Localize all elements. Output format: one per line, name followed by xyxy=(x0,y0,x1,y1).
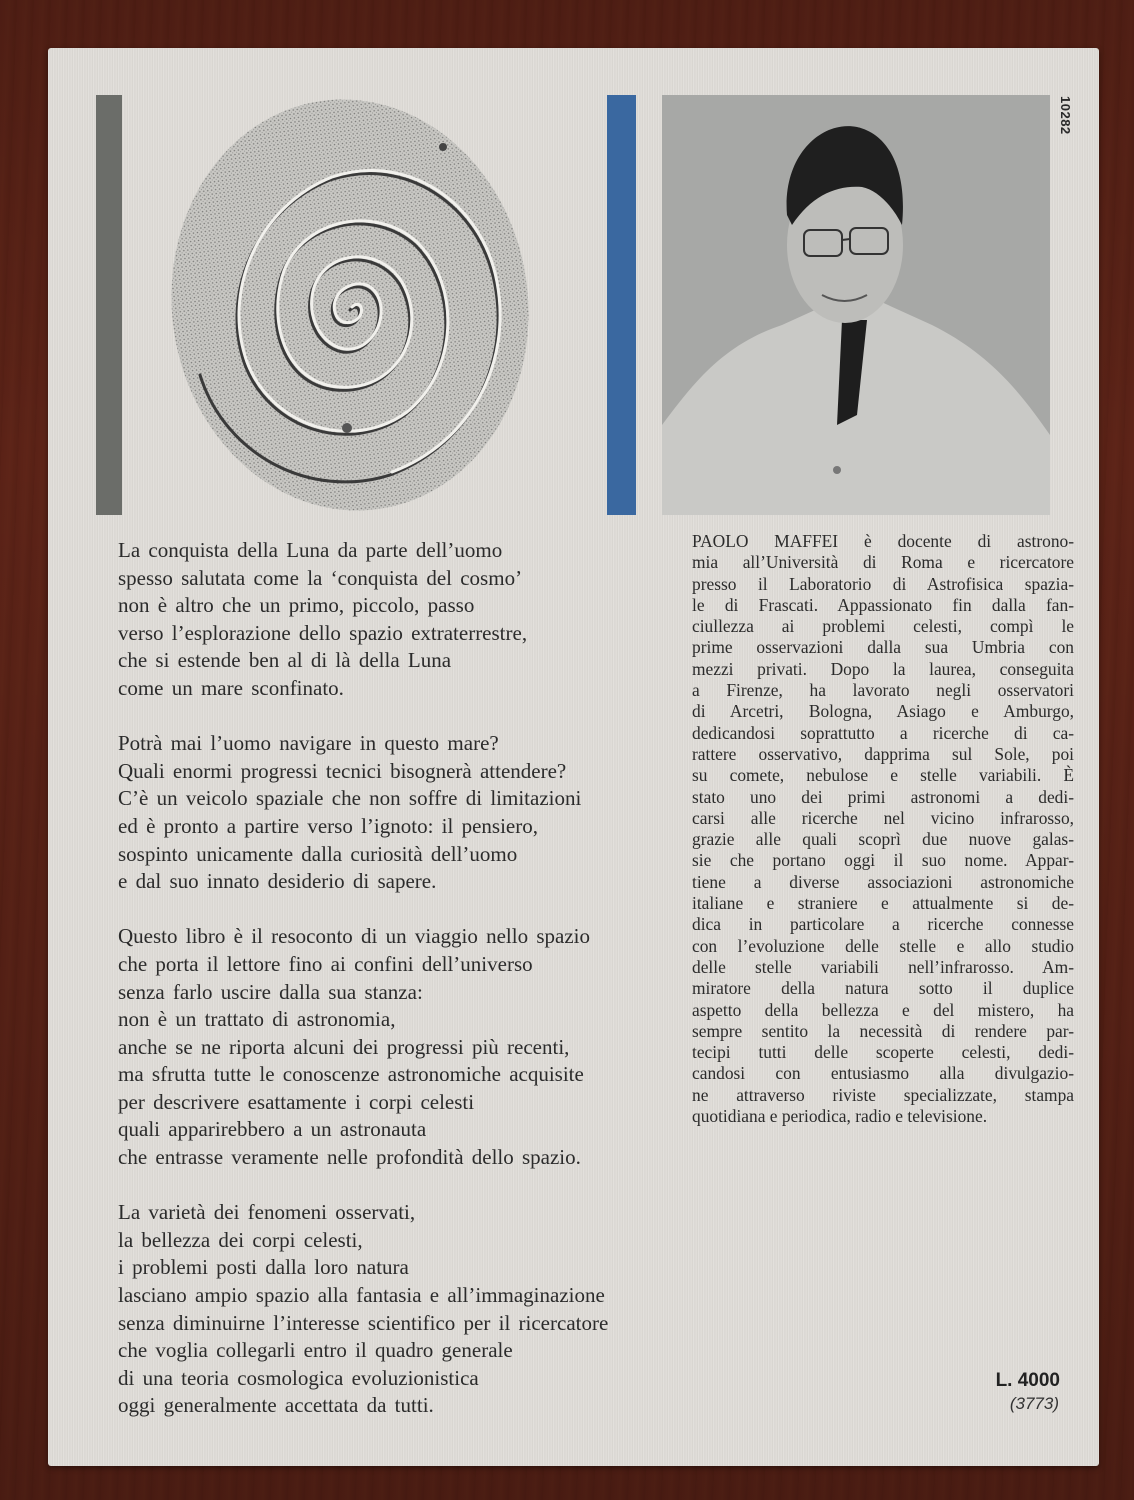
price-code: (3773) xyxy=(1009,1394,1059,1413)
blurb-line: i problemi posti dalla loro natura xyxy=(118,1255,409,1280)
blurb-line: non è un trattato di astronomia, xyxy=(118,1007,396,1032)
blurb-line: per descrivere esattamente i corpi celesti xyxy=(118,1089,475,1114)
author-bio xyxy=(692,531,1074,1127)
blurb-line: che si estende ben al di là della Luna xyxy=(118,648,452,673)
bio-line: su comete, nebulose e stelle variabili. È xyxy=(692,765,1074,786)
blurb-line: oggi generalmente accettata da tutti. xyxy=(118,1393,434,1418)
blurb-line: spesso salutata come la ‘conquista del cosmo’ xyxy=(118,565,523,590)
blurb-line: La varietà dei fenomeni osservati, xyxy=(118,1200,416,1225)
blurb-line: senza diminuirne l’interesse scientifico per il ricercatore xyxy=(118,1310,609,1335)
blurb-line: di una teoria cosmologica evoluzionistica xyxy=(118,1365,479,1390)
bio-line: candosi con entusiasmo alla divulgazio- xyxy=(692,1063,1074,1084)
bio-line: di Arcetri, Bologna, Asiago e Amburgo, xyxy=(692,701,1074,722)
blurb-line: senza farlo uscire dalla sua stanza: xyxy=(118,979,423,1004)
blurb-paragraph xyxy=(118,537,678,703)
blue-accent-bar xyxy=(607,95,636,515)
bio-line: quotidiana e periodica, radio e televisione. xyxy=(692,1106,988,1127)
bio-line: rattere osservativo, dapprima sul Sole, poi xyxy=(692,743,1074,764)
blurb-line: la bellezza dei corpi celesti, xyxy=(118,1227,363,1252)
blurb-line: sospinto unicamente dalla curiosità dell’uomo xyxy=(118,841,518,866)
bio-line: mia all’Università di Roma e ricercatore xyxy=(692,552,1074,573)
blurb-paragraph xyxy=(118,1199,678,1420)
bio-line: ne attraverso riviste specializzate, stampa xyxy=(692,1084,1074,1105)
bio-line: sempre sentito la necessità di rendere par- xyxy=(692,1020,1074,1041)
blurb-line: La conquista della Luna da parte dell’uomo xyxy=(118,538,503,562)
spiral-galaxy-image xyxy=(160,95,540,515)
bio-line: sie che portano oggi il suo nome. Appar- xyxy=(692,850,1074,871)
bio-line: mezzi privati. Dopo la laurea, conseguita xyxy=(692,658,1074,679)
blurb-paragraph xyxy=(118,730,678,896)
blurb-line: Potrà mai l’uomo navigare in questo mare? xyxy=(118,731,499,756)
blurb-text xyxy=(118,537,678,1448)
blurb-line: e dal suo innato desiderio di sapere. xyxy=(118,869,437,894)
blurb-line: che porta il lettore fino ai confini dell’universo xyxy=(118,951,533,976)
blurb-line: anche se ne riporta alcuni dei progressi più recenti, xyxy=(118,1034,570,1059)
bio-line: tecipi tutti delle scoperte celesti, dedi- xyxy=(692,1042,1074,1063)
bio-line: ciullezza ai problemi celesti, compì le xyxy=(692,616,1074,637)
bio-line: delle stelle variabili nell’infrarosso. Am- xyxy=(692,956,1074,977)
bio-line: aspetto della bellezza e del mistero, ha xyxy=(692,999,1074,1020)
bio-line: stato uno dei primi astronomi a dedi- xyxy=(692,786,1074,807)
grey-accent-bar xyxy=(96,95,122,515)
blurb-line: quali apparirebbero a un astronauta xyxy=(118,1117,427,1142)
blurb-line: non è altro che un primo, piccolo, passo xyxy=(118,593,475,618)
blurb-line: ed è pronto a partire verso l’ignoto: il pensiero, xyxy=(118,813,538,838)
bio-line: le di Frascati. Appassionato fin dalla fan- xyxy=(692,594,1074,615)
blurb-line: lasciano ampio spazio alla fantasia e all’immaginazione xyxy=(118,1283,605,1308)
bio-line: dica in particolare a ricerche connesse xyxy=(692,914,1074,935)
blurb-line: come un mare sconfinato. xyxy=(118,675,344,700)
blurb-line: che entrasse veramente nelle profondità dello spazio. xyxy=(118,1145,581,1170)
bio-line: con l’evoluzione delle stelle e allo studio xyxy=(692,935,1074,956)
blurb-line: Questo libro è il resoconto di un viaggio nello spazio xyxy=(118,924,590,949)
author-portrait-photo xyxy=(662,95,1050,515)
blurb-line: che voglia collegarli entro il quadro generale xyxy=(118,1338,513,1363)
blurb-line: C’è un veicolo spaziale che non soffre di limitazioni xyxy=(118,786,582,811)
blurb-line: Quali enormi progressi tecnici bisognerà attendere? xyxy=(118,758,567,783)
blurb-paragraph xyxy=(118,923,678,1171)
bio-line: a Firenze, ha lavorato negli osservatori xyxy=(692,680,1074,701)
blurb-line: ma sfrutta tutte le conoscenze astronomiche acquisite xyxy=(118,1062,584,1087)
bio-line: miratore della natura sotto il duplice xyxy=(692,978,1074,999)
bio-line: carsi alle ricerche nel vicino infrarosso, xyxy=(692,807,1074,828)
blurb-line: verso l’esplorazione dello spazio extraterrestre, xyxy=(118,620,528,645)
price-label: L. 4000 xyxy=(995,1370,1060,1391)
bio-line: presso il Laboratorio di Astrofisica spazia- xyxy=(692,573,1074,594)
catalog-number: 10282 xyxy=(1058,96,1073,135)
bio-line: PAOLO MAFFEI è docente di astrono- xyxy=(692,531,1074,551)
bio-line: grazie alle quali scoprì due nuove galas- xyxy=(692,829,1074,850)
bio-line: italiane e straniere e attualmente si de- xyxy=(692,893,1074,914)
bio-line: tiene a diverse associazioni astronomiche xyxy=(692,871,1074,892)
bio-line: dedicandosi soprattutto a ricerche di ca- xyxy=(692,722,1074,743)
bio-line: prime osservazioni dalla sua Umbria con xyxy=(692,637,1074,658)
